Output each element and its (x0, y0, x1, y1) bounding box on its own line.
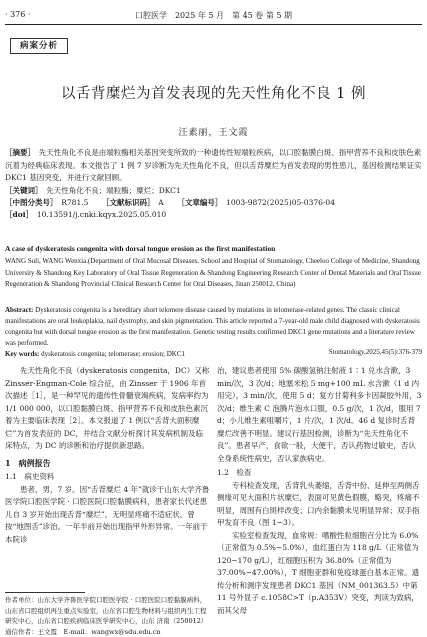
keywords-cn (5, 185, 422, 197)
doi-value: 10.13591/j.cnki.kqyx.2025.05.010 (37, 210, 166, 219)
doc-label: ［文献标识码］ (106, 198, 151, 207)
doi-label: ［doi］ (5, 210, 29, 219)
citation-line: Stomatology,2025,45(5):376-379 (5, 348, 422, 356)
english-authors: WANG Suli, WANG Wenxia.(Department of Oral Mucosal Diseases, School and Hospital of Stomatology, Cheeloo College of Medicine, Shandong University & Shandong Key Laboratory of Oral Tissue Regeneration & Shandong Engineering Research Center of Dental Materials and Oral Tissue Regeneration & Shandong Provincial Clinical Research Center for Oral Diseases, Jinan 250012, China) (5, 256, 422, 291)
clc-label: ［中图分类号］ (5, 198, 54, 207)
doc-value: A (158, 198, 163, 207)
heading-examination: 1.2 检查 (217, 467, 422, 480)
keywords-en-label: Key words: (5, 350, 39, 358)
clc-value: R781.5 (61, 198, 88, 207)
footnote-corresponding: 通信作者：王文霞 E-mail：wangwx@sdu.edu.cn (5, 627, 210, 637)
keywords-cn-text: 先天性角化不良；端粒酶；糜烂；DKC1 (46, 186, 180, 195)
art-label: ［文章编号］ (181, 198, 219, 207)
doi-line (5, 209, 422, 221)
heading-history: 1.1 病史资料 (5, 471, 210, 484)
chinese-abstract-block (5, 147, 422, 221)
footnote (5, 595, 210, 637)
section-tag: 病案分析 (10, 38, 68, 54)
left-column (5, 365, 210, 546)
keywords-cn-label: ［关键词］ (5, 186, 39, 195)
heading-case-report: 1 病例报告 (5, 457, 210, 470)
abstract-en-label: Abstract: (5, 306, 33, 314)
lab-paragraph: 实验室检查发现，血常规：嗜酸性粒细胞百分比为 6.0%（正常值为 0.5%~5.0%），血红蛋白为 118 g/L（正常值为 120~170 g/L），红细胞压积为 36.80%（正常值为 37.00%~47.00%），T 细胞亚群和免疫球蛋白基本正常。遗传分析和测序发现患者 DKC1 基因（NM_001363.5）中第 11 号外显子 c.1058C>T（p.A353V）突变，判读为致病，而其父母 (217, 530, 422, 618)
header-rule (5, 24, 422, 25)
abstract-en-text: Dyskeratosis congenita is a hereditary short telomere disease caused by mutations in telomerase-related genes. The classic clinical manifestations are oral leukoplakia, nail dystrophy, and skin pigmentation. This article reported a 7-year-old male child diagnosed with dyskeratosis congenita but with dorsal tongue erosion as the first manifestation. Genetic testing results confirmed DKC1 gene mutations and a literature review was performed. (5, 306, 420, 347)
page-number: · 376 · (5, 10, 30, 19)
abstract-cn-text: 先天性角化不良是由端粒酶相关基因突变所致的一种遗传性短端粒疾病，以口腔黏膜白斑、指甲营养不良和皮肤色素沉着为经典临床表现。本文报告了 1 例 7 岁诊断为先天性角化不良，但以舌背糜烂为首发表现的男性患儿，基因检测结果证实 DKC1 基因突变，并进行文献回顾。 (5, 148, 422, 182)
intro-paragraph: 先天性角化不良（dyskeratosis congenita，DC）又称 Zinsser-Engman-Cole 综合征，由 Zinsser 于 1906 年首次描述［1］，是一种罕见的遗传性骨髓衰竭疾病，发病率约为 1/1 000 000，以口腔黏膜白斑、指甲营养不良和皮肤色素沉着为主要临床表现［2］。本文报道了 1 例以“舌背大面积糜烂”为首发表征的 DC，并结合文献分析探讨其发病机制及临床特点，为 DC 的诊断和治疗提供新思路。 (5, 365, 210, 453)
article-authors: 汪素丽，王文霞 (0, 125, 427, 138)
journal-line: 口腔医学 2025 年 5 月 第 45 卷 第 5 期 (0, 10, 427, 21)
footnote-affiliation: 作者单位：山东大学齐鲁医学院口腔医学院 · 口腔医院口腔黏膜病科，山东省口腔组织再生重点实验室，山东省口腔生物材料与组织再生工程研究中心，山东省口腔疾病临床医学研究中心，山东 济南（250012） (5, 595, 210, 627)
article-title: 以舌背糜烂为首发表现的先天性角化不良 1 例 (0, 82, 427, 103)
english-title: A case of dyskeratosis congenita with dorsal tongue erosion as the first manifestation (5, 244, 422, 253)
right-column (217, 365, 422, 617)
running-head (0, 0, 427, 22)
art-value: 1003-9872(2025)05-0376-04 (226, 198, 335, 207)
treatment-paragraph: 治，建议患者使用 5% 碳酸氢钠注射液 1∶1 兑水含漱，3 min/次，3 次/d；地塞米松 5 mg+100 mL 水含漱（1 d 内用完），3 min/次，使用 5 d；复方甘菊利多卡因凝胶外用，3 次/d；维生素 C 泡腾片泡水口服，0.5 g/次，1 次/d，服用 7 d；小儿维生素咀嚼片，1 片/次，1 次/d。46 d 复诊时舌背糜烂改善不明显。建议行基因检测，诊断为“先天性角化不良”。患者早产，食欲一般，大便干，否认药物过敏史，否认全身系统性病史，否认家族病史。 (217, 365, 422, 465)
abstract-cn-label: ［摘要］ (5, 148, 31, 157)
keywords-en-text: dyskeratosis congenita; telomerase; erosion; DKC1 (41, 350, 185, 358)
abstract-en (5, 305, 422, 349)
footnote-rule (5, 592, 85, 593)
exam-paragraph: 专科检查发现，舌背乳头萎缩，舌背中份、延伸至两侧舌侧缘可见大面积片状糜烂，表面可见黄色假膜，略突，疼痛不明显，周围有白斑样改变；口内余黏膜未见明显异常；双手指甲发育不良（图 1~3）。 (217, 480, 422, 530)
history-paragraph: 患者，男，7 岁。因“舌背糜烂 4 年”就诊于山东大学齐鲁医学院口腔医学院 · 口腔医院口腔黏膜病科，患者家长代述患儿自 3 岁开始出现舌背“糜烂”，无明显疼痛不适症状，曾按“地图舌”诊治。一年半前开始出现指甲外形异常。一年前于本院诊 (5, 484, 210, 547)
classification-line (5, 197, 422, 209)
abstract-cn (5, 147, 422, 185)
